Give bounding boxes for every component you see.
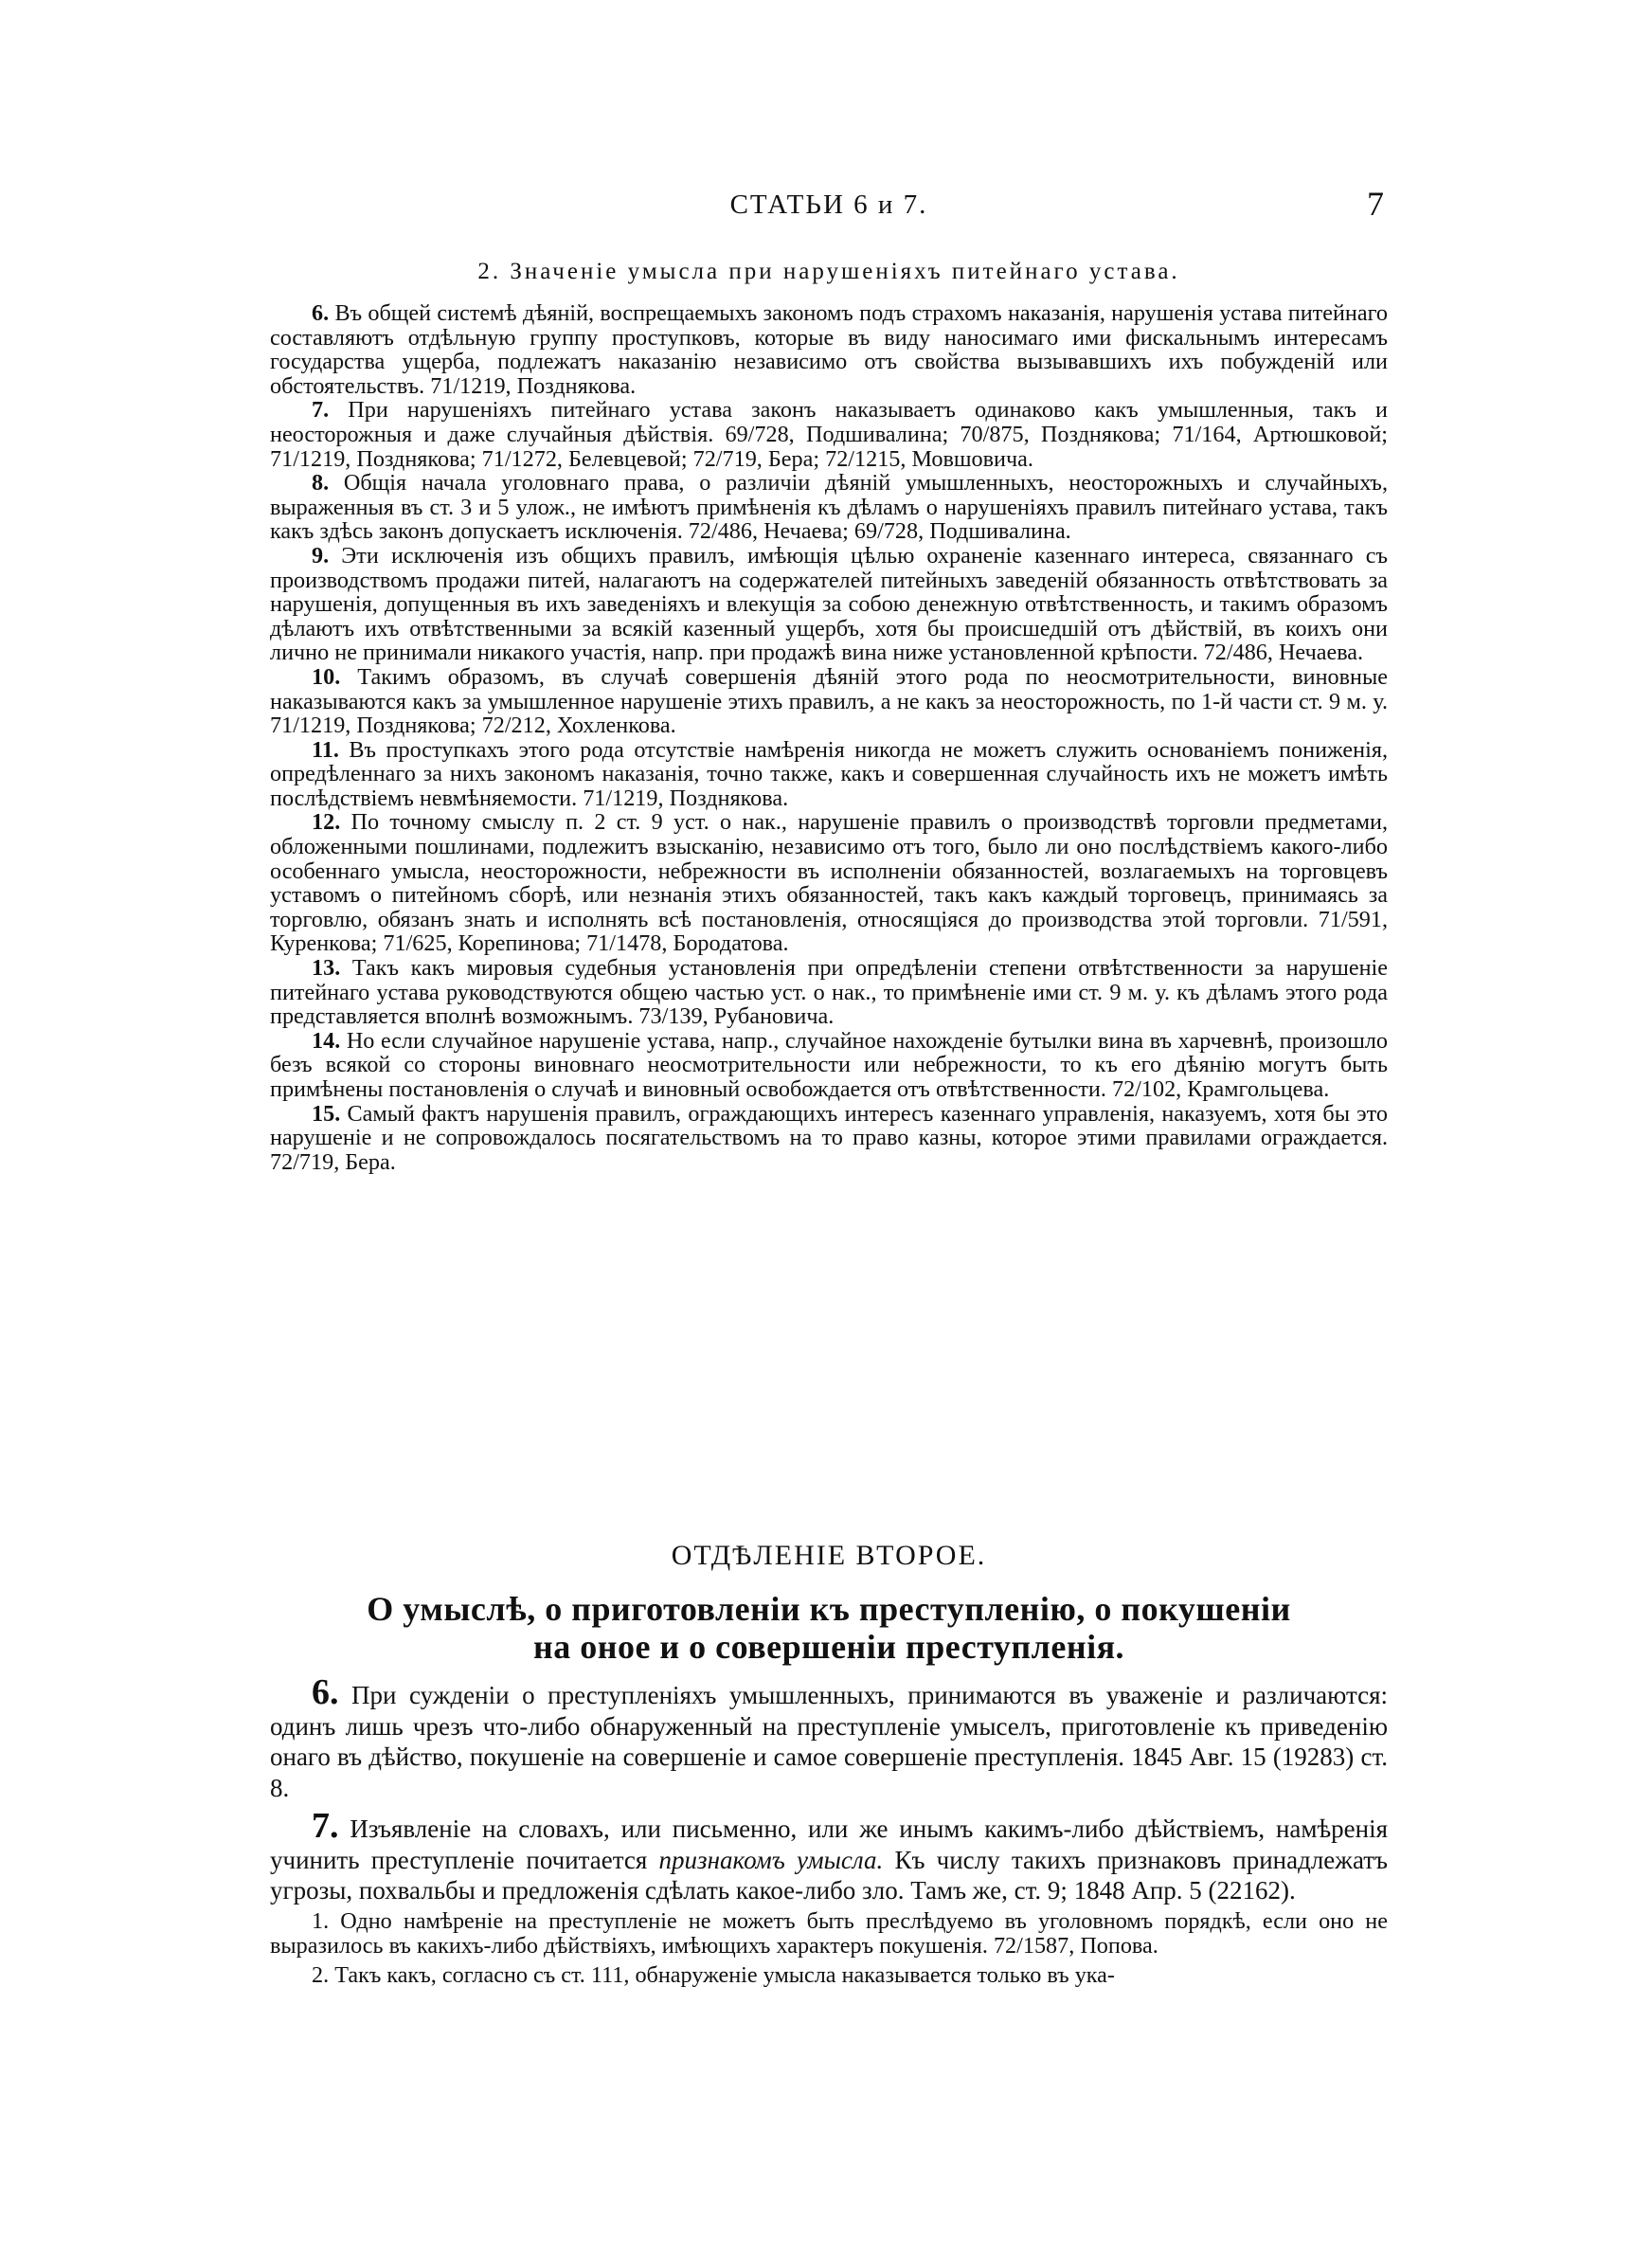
note-text: При нарушеніяхъ питейнаго устава законъ наказываетъ одинаково какъ умышленныя, такъ и неосторожныя и даже случайныя дѣйствія. 69/728, Подшивалина; 70/875, Позднякова; 71/164, Артюшковой; 71/1219, Позднякова; 71/1272, Белевцевой; 72/719, Бера; 72/1215, Мовшовича. bbox=[270, 397, 1388, 472]
article-text: Къ числу такихъ признаковъ принадлежатъ угрозы, похвальбы и предложенія сдѣлать какое-либо зло. Тамъ же, ст. 9; 1848 Апр. 5 (22162). bbox=[270, 1845, 1388, 1905]
note-paragraph bbox=[270, 738, 1388, 811]
article-7 bbox=[270, 1806, 1388, 1906]
note-text: Такъ какъ, согласно съ ст. 111, обнаруженіе умысла наказывается только въ ука- bbox=[329, 1962, 1115, 1989]
article-notes bbox=[270, 1909, 1388, 1994]
article-text: При сужденіи о преступленіяхъ умышленныхъ, принимаются въ уваженіе и различаются: одинъ лишь чрезъ что-либо обнаруженный на преступленіе умыселъ, приготовленіе къ приведенію онаго въ дѣйство, покушеніе на совершеніе и самое совершеніе преступленія. 1845 Авг. 15 (19283) ст. 8. bbox=[270, 1681, 1388, 1802]
note-text: Но если случайное нарушеніе устава, напр., случайное нахожденіе бутылки вина въ харчевнѣ, произошло безъ всякой со стороны виновнаго неосмотрительности или небрежности, то къ его дѣянію могутъ быть примѣнены постановленія о случаѣ и виновный освобождается отъ отвѣтственности. 72/102, Крамгольцева. bbox=[270, 1027, 1388, 1102]
note-paragraph bbox=[270, 1102, 1388, 1175]
note-paragraph bbox=[270, 1029, 1388, 1102]
chapter-title bbox=[270, 1590, 1388, 1666]
section-label: ОТДѢЛЕНІЕ ВТОРОЕ. bbox=[671, 1540, 987, 1571]
statute-articles bbox=[270, 1672, 1388, 1914]
note-text: Такъ какъ мировыя судебныя установленія при опредѣленіи степени отвѣтственности за нарушеніе питейнаго устава руководствуются общею частью уст. о нак., то примѣненіе ими ст. 9 м. у. къ дѣламъ этого рода представляется вполнѣ возможнымъ. 73/139, Рубановича. bbox=[270, 955, 1388, 1030]
note-paragraph bbox=[270, 471, 1388, 544]
article-text: Изъявленіе на словахъ, или письменно, или же инымъ какимъ-либо дѣйствіемъ, намѣренія учинить преступленіе почитается bbox=[270, 1815, 1388, 1874]
article-number: 7. bbox=[312, 1806, 339, 1846]
note-paragraph bbox=[270, 810, 1388, 956]
article-6 bbox=[270, 1672, 1388, 1803]
note-number: 6. bbox=[312, 300, 330, 326]
note-text: Общія начала уголовнаго права, о различіи дѣяній умышленныхъ, неосторожныхъ и случайныхъ, выраженныя въ ст. 3 и 5 улож., не имѣютъ примѣненія къ дѣламъ о нарушеніяхъ правилъ питейнаго устава, такъ какъ здѣсь законъ допускаетъ исключенія. 72/486, Нечаева; 69/728, Подшивалина. bbox=[270, 470, 1388, 545]
subheading: 2. Значеніе умысла при нарушеніяхъ питейнаго устава. bbox=[477, 259, 1180, 284]
page-number: 7 bbox=[1367, 185, 1384, 223]
note-number: 1. bbox=[312, 1908, 330, 1934]
note-text: Такимъ образомъ, въ случаѣ совершенія дѣяній этого рода по неосмотрительности, виновные наказываются какъ за умышленное нарушеніе этихъ правилъ, а не какъ за неосторожность, по 1-й части ст. 9 м. у. 71/1219, Позднякова; 72/212, Хохленкова. bbox=[270, 663, 1388, 739]
note-number: 9. bbox=[312, 542, 330, 569]
article-number: 6. bbox=[312, 1672, 339, 1712]
note-paragraph bbox=[270, 1963, 1388, 1988]
note-number: 8. bbox=[312, 470, 330, 497]
note-paragraph bbox=[270, 398, 1388, 471]
note-text: Въ общей системѣ дѣяній, воспрещаемыхъ закономъ подъ страхомъ наказанія, нарушенія устава питейнаго составляютъ отдѣльную группу проступковъ, которые въ виду наносимаго ими фискальнымъ интересамъ государства ущерба, подлежатъ наказанію независимо отъ свойства вызывавшихъ ихъ побужденій или обстоятельствъ. 71/1219, Позднякова. bbox=[270, 300, 1388, 399]
note-number: 7. bbox=[312, 397, 330, 424]
article-emphasis: признакомъ умысла. bbox=[658, 1845, 884, 1874]
note-number: 14. bbox=[312, 1027, 341, 1054]
note-paragraph bbox=[270, 665, 1388, 738]
note-paragraph bbox=[270, 544, 1388, 665]
page-header bbox=[270, 185, 1388, 237]
commentary-notes bbox=[270, 301, 1388, 1174]
note-number: 11. bbox=[312, 736, 339, 763]
chapter-title-line: О умыслѣ, о приготовленіи къ преступленію, о покушеніи bbox=[367, 1590, 1291, 1628]
note-number: 12. bbox=[312, 809, 341, 836]
note-text: По точному смыслу п. 2 ст. 9 уст. о нак., нарушеніе правилъ о производствѣ торговли предметами, обложенными пошлинами, подлежитъ взысканію, независимо отъ того, было ли оно послѣдствіемъ какого-либо особеннаго умысла, неосторожности, небрежности въ исполненіи обязанностей, возлагаемыхъ на торговцевъ уставомъ о питейномъ сборѣ, или незнанія этихъ обязанностей, такъ какъ каждый торговецъ, принимаясь за торговлю, обязанъ знать и исполнять всѣ постановленія, относящіяся до производства этой торговли. 71/591, Куренкова; 71/625, Корепинова; 71/1478, Бородатова. bbox=[270, 809, 1388, 957]
note-number: 13. bbox=[312, 955, 341, 982]
note-number: 10. bbox=[312, 663, 341, 690]
note-number: 15. bbox=[312, 1100, 341, 1127]
note-paragraph bbox=[270, 301, 1388, 398]
note-paragraph bbox=[270, 1909, 1388, 1958]
running-head: СТАТЬИ 6 и 7. bbox=[729, 190, 928, 220]
note-text: Самый фактъ нарушенія правилъ, ограждающихъ интересъ казеннаго управленія, наказуемъ, хотя бы это нарушеніе и не сопровождалось посягательствомъ на то право казны, которое этими правилами ограждается. 72/719, Бера. bbox=[270, 1100, 1388, 1175]
chapter-title-line: на оное и о совершеніи преступленія. bbox=[532, 1628, 1125, 1666]
note-paragraph bbox=[270, 956, 1388, 1029]
note-number: 2. bbox=[312, 1962, 330, 1989]
note-text: Эти исключенія изъ общихъ правилъ, имѣющія цѣлью охраненіе казеннаго интереса, связаннаго съ производствомъ продажи питей, налагаютъ на содержателей питейныхъ заведеній обязанность отвѣтствовать за нарушенія, допущенныя въ ихъ заведеніяхъ и влекущія за собою денежную отвѣтственность, и такимъ образомъ дѣлаютъ ихъ отвѣтственными за всякій казенный ущербъ, хотя бы происшедшій отъ дѣйствій, въ коихъ они лично не принимали никакого участія, напр. при продажѣ вина ниже установленной крѣпости. 72/486, Нечаева. bbox=[270, 542, 1388, 666]
note-text: Въ проступкахъ этого рода отсутствіе намѣренія никогда не можетъ служить основаніемъ пониженія, опредѣленнаго за нихъ закономъ наказанія, точно также, какъ и совершенная случайность ихъ не можетъ имѣть послѣдствіемъ невмѣняемости. 71/1219, Позднякова. bbox=[270, 736, 1388, 811]
note-text: Одно намѣреніе на преступленіе не можетъ быть преслѣдуемо въ уголовномъ порядкѣ, если оно не выразилось въ какихъ-либо дѣйствіяхъ, имѣющихъ характеръ покушенія. 72/1587, Попова. bbox=[270, 1908, 1388, 1959]
